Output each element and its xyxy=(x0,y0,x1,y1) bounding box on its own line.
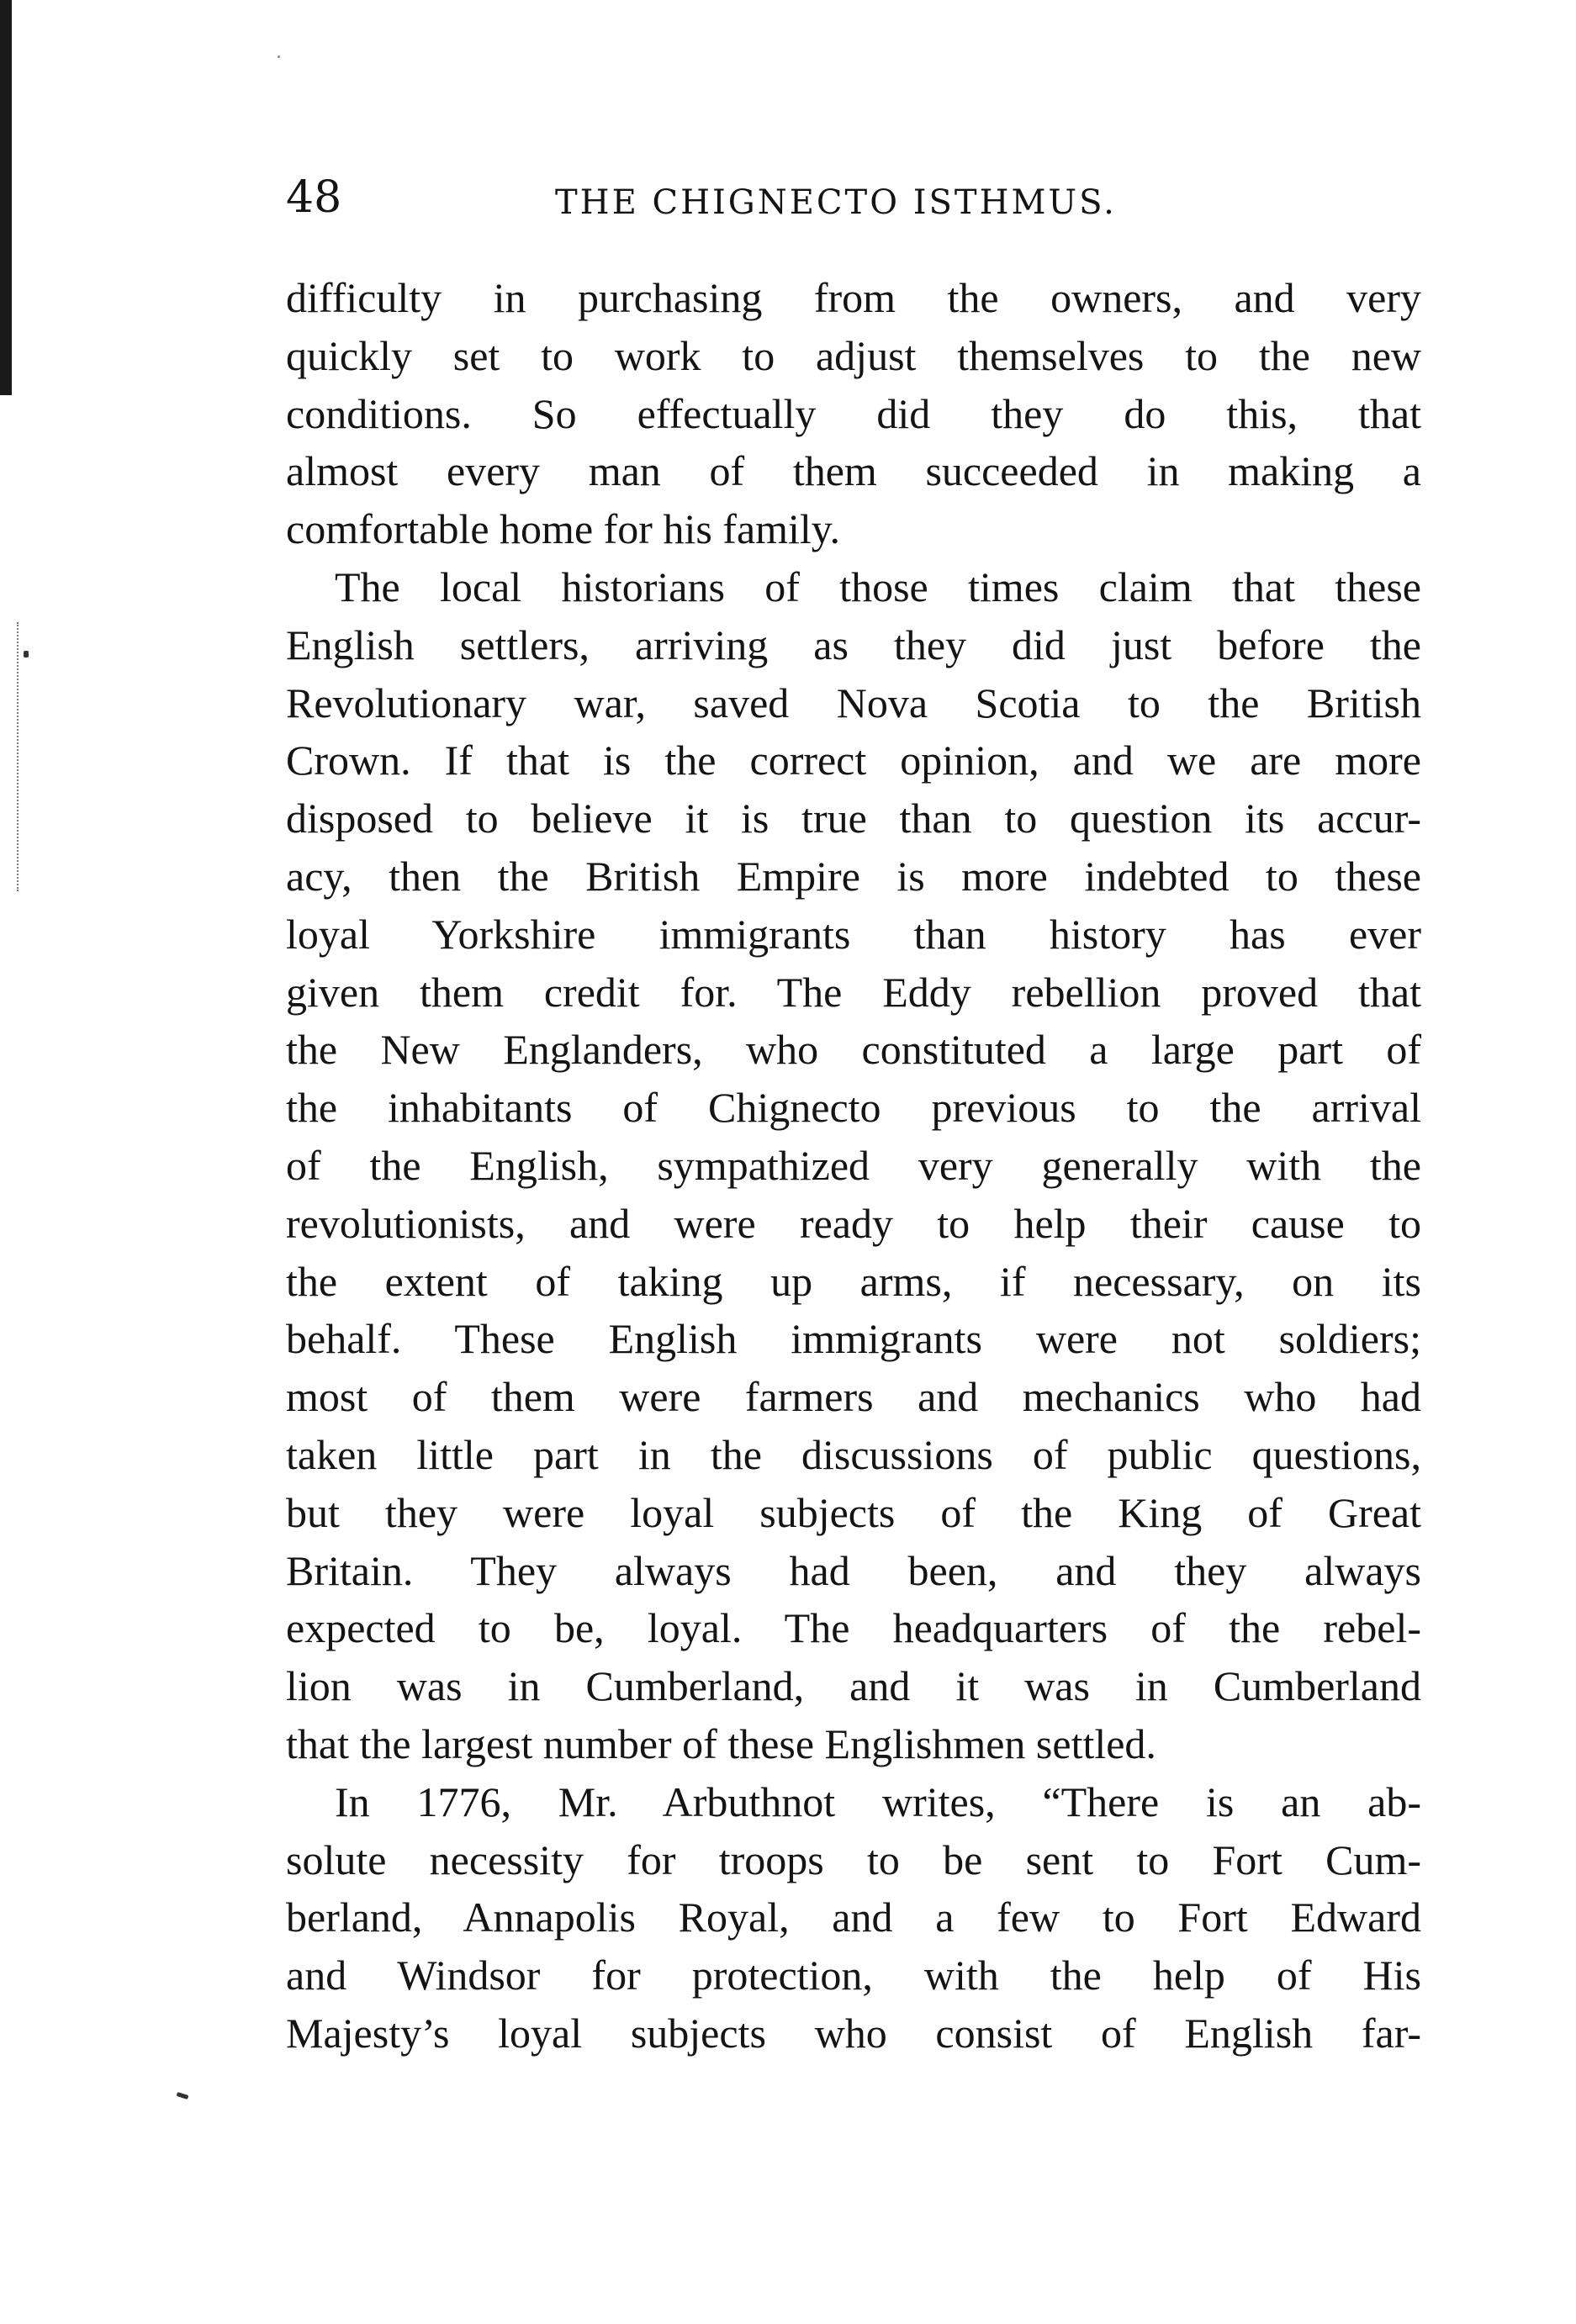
text-line: the New Englanders, who constituted a large part of xyxy=(286,1026,1421,1074)
text-line: berland, Annapolis Royal, and a few to Fort Edward xyxy=(286,1894,1421,1941)
text-line: comfortable home for his family. xyxy=(286,505,841,553)
text-line: quickly set to work to adjust themselves to the new xyxy=(286,331,1421,379)
text-line: that the largest number of these Englishmen settled. xyxy=(286,1719,1156,1767)
text-line: English settlers, arriving as they did just before the xyxy=(286,621,1421,668)
text-line: revolutionists, and were ready to help their cause to xyxy=(286,1199,1421,1247)
text-line: but they were loyal subjects of the King of Great xyxy=(286,1488,1421,1536)
running-head xyxy=(286,168,1421,227)
text-line: Britain. They always had been, and they always xyxy=(286,1546,1421,1594)
text-line: conditions. So effectually did they do this, that xyxy=(286,389,1421,437)
text-line: solute necessity for troops to be sent to Fort Cum- xyxy=(286,1835,1421,1883)
text-line: difficulty in purchasing from the owners, and very xyxy=(286,274,1421,321)
text-line: given them credit for. The Eddy rebellion proved that xyxy=(286,968,1421,1016)
text-line: expected to be, loyal. The headquarters of the rebel- xyxy=(286,1604,1421,1652)
scan-speck xyxy=(278,55,280,58)
scan-speck xyxy=(177,2092,189,2100)
text-line: Revolutionary war, saved Nova Scotia to the British xyxy=(286,679,1421,726)
body-text xyxy=(286,269,1421,2063)
scan-speck xyxy=(24,651,29,658)
paragraph-1 xyxy=(286,269,1421,558)
text-line: Majesty’s loyal subjects who consist of English far- xyxy=(286,2009,1421,2057)
text-line: taken little part in the discussions of public questions, xyxy=(286,1430,1421,1478)
text-line: the inhabitants of Chignecto previous to the arrival xyxy=(286,1084,1421,1132)
text-line: lion was in Cumberland, and it was in Cumberland xyxy=(286,1662,1421,1710)
scan-edge-rule xyxy=(17,622,19,891)
paragraph-3 xyxy=(286,1773,1421,2063)
text-line: In 1776, Mr. Arbuthnot writes, “There is an ab- xyxy=(335,1777,1421,1825)
paragraph-2 xyxy=(286,558,1421,1773)
text-line: loyal Yorkshire immigrants than history has ever xyxy=(286,910,1421,958)
text-line: Crown. If that is the correct opinion, and we are more xyxy=(286,737,1421,784)
text-line: of the English, sympathized very generally with the xyxy=(286,1141,1421,1189)
scan-edge-bar xyxy=(0,0,12,395)
text-line: behalf. These English immigrants were not soldiers; xyxy=(286,1315,1421,1363)
text-line: and Windsor for protection, with the help of His xyxy=(286,1952,1421,1999)
text-line: acy, then the British Empire is more indebted to these xyxy=(286,852,1421,900)
page-number: 48 xyxy=(286,172,342,223)
text-line: disposed to believe it is true than to question its accur- xyxy=(286,795,1421,842)
running-title: THE CHIGNECTO ISTHMUS. xyxy=(555,183,1117,222)
text-line: almost every man of them succeeded in making a xyxy=(286,447,1421,495)
text-line: most of them were farmers and mechanics who had xyxy=(286,1373,1421,1421)
text-line: the extent of taking up arms, if necessary, on its xyxy=(286,1257,1421,1305)
text-line: The local historians of those times claim that these xyxy=(335,563,1421,610)
